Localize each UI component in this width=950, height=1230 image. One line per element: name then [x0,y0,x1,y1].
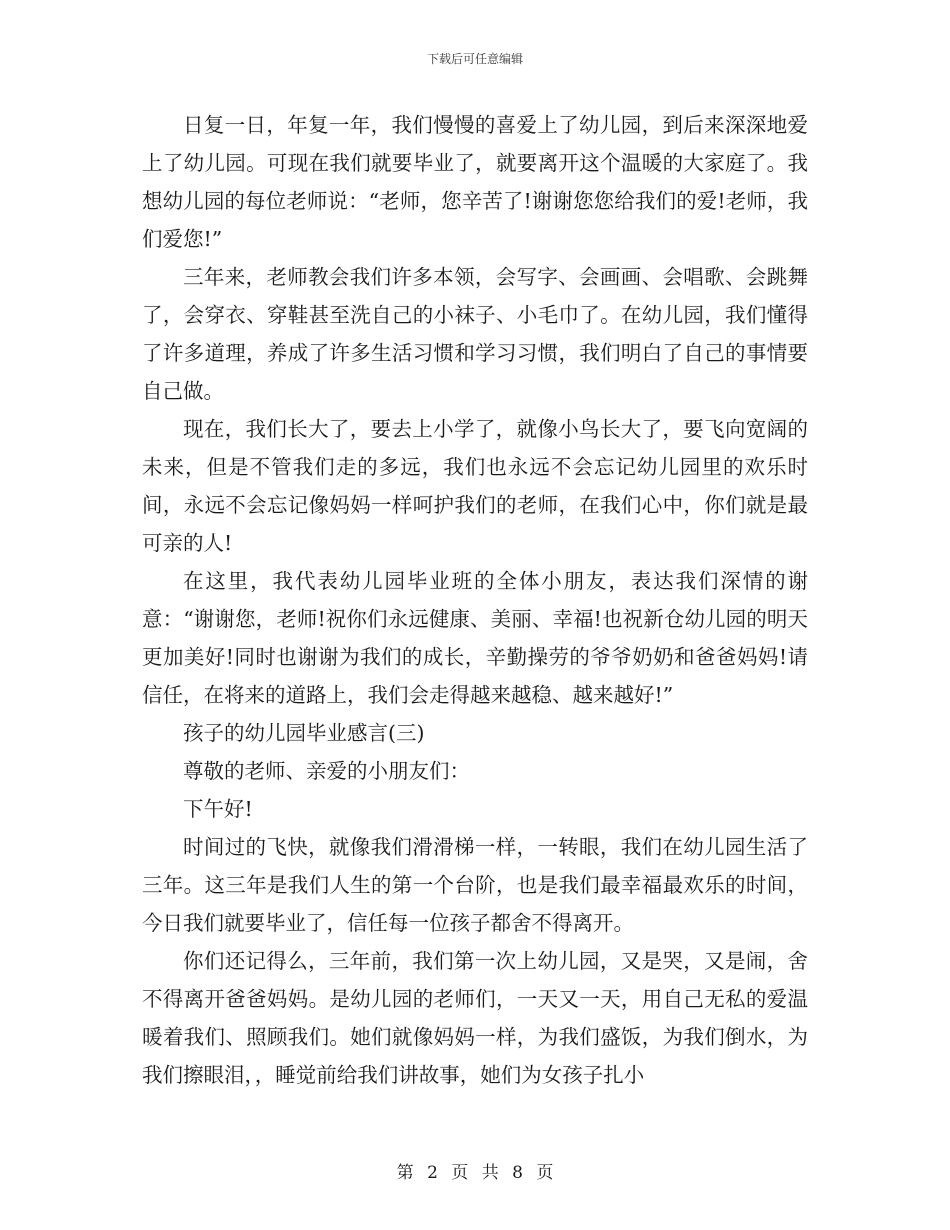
document-body [142,106,808,1094]
section-title: 孩子的幼儿园毕业感言(三) [183,721,425,745]
page-header: 下载后可任意编辑 [426,52,523,66]
paragraph: 时间过的飞快，就像我们滑滑梯一样，一转眼，我们在幼儿园生活了三年。这三年是我们人生的第一个台阶，也是我们最幸福最欢乐的时间，今日我们就要毕业了，信任每一位孩子都舍不得离开。 [142,835,808,935]
greeting: 下午好! [183,797,253,821]
paragraph: 三年来，老师教会我们许多本领，会写字、会画画、会唱歌、会跳舞了，会穿衣、穿鞋甚至洗自己的小袜子、小毛巾了。在幼儿园，我们懂得了许多道理，养成了许多生活习惯和学习习惯，我们明白了自己的事情要自己做。 [142,265,808,403]
page-number: 第 2 页 共 8 页 [396,1163,554,1183]
paragraph: 在这里，我代表幼儿园毕业班的全体小朋友，表达我们深情的谢意：“谢谢您，老师!祝你们永远健康、美丽、幸福!也祝新仓幼儿园的明天更加美好!同时也谢谢为我们的成长，辛勤操劳的爷爷奶奶和爸爸妈妈!请信任，在将来的道路上，我们会走得越来越稳、越来越好!” [142,569,808,707]
paragraph: 日复一日，年复一年，我们慢慢的喜爱上了幼儿园，到后来深深地爱上了幼儿园。可现在我们就要毕业了，就要离开这个温暖的大家庭了。我想幼儿园的每位老师说：“老师，您辛苦了!谢谢您您给我们的爱!老师，我们爱您!” [142,113,808,251]
paragraph: 现在，我们长大了，要去上小学了，就像小鸟长大了，要飞向宽阔的未来，但是不管我们走的多远，我们也永远不会忘记幼儿园里的欢乐时间，永远不会忘记像妈妈一样呵护我们的老师，在我们心中，你们就是最可亲的人! [142,417,808,555]
paragraph: 你们还记得么，三年前，我们第一次上幼儿园，又是哭，又是闹，舍不得离开爸爸妈妈。是幼儿园的老师们，一天又一天，用自己无私的爱温暖着我们、照顾我们。她们就像妈妈一样，为我们盛饭，为我们倒水，为我们擦眼泪，，睡觉前给我们讲故事，她们为女孩子扎小 [142,949,808,1087]
salutation: 尊敬的老师、亲爱的小朋友们： [183,759,470,783]
